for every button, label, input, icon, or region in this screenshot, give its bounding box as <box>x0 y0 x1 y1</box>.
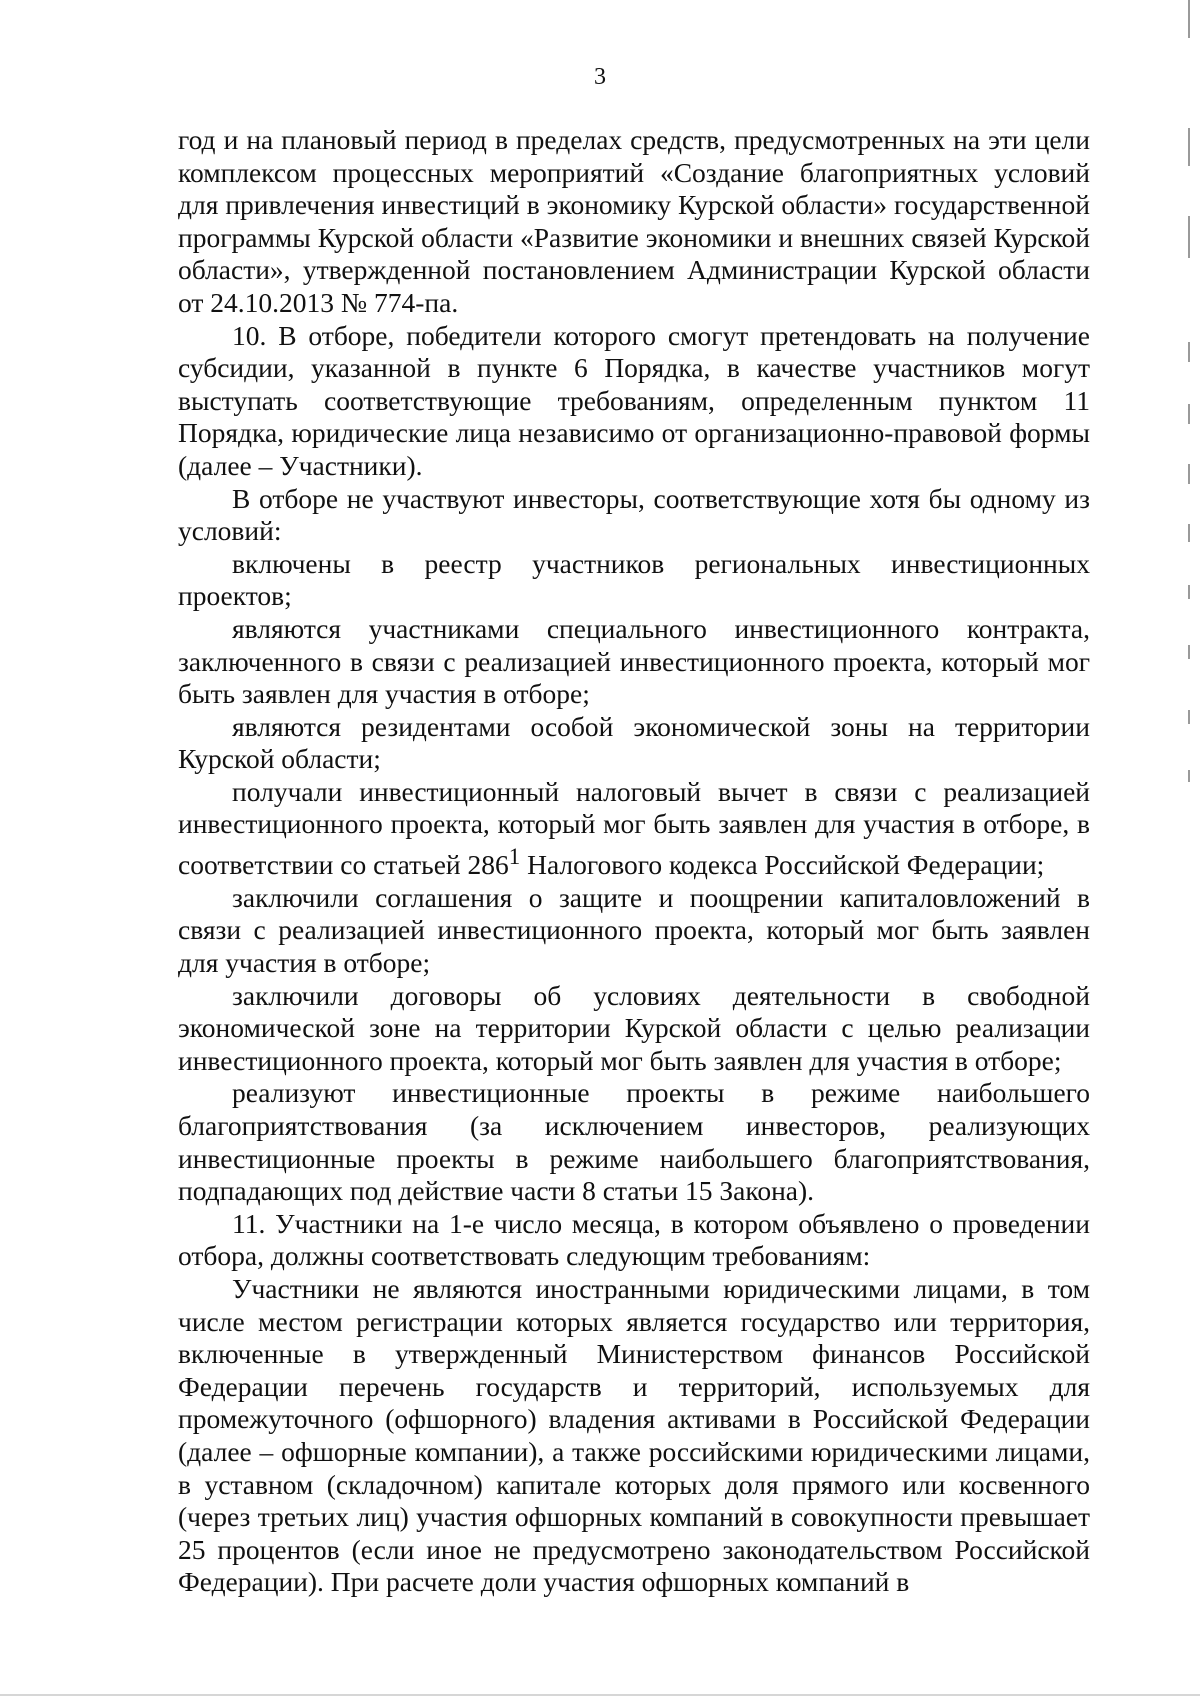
article-superscript: 1 <box>508 844 521 870</box>
paragraph-offshore-requirement: Участники не являются иностранными юридическими лицами, в том числе местом регистрации которых является государство или территория, включенные в утвержденный Министерством финансов Российской Федерации перечень государств и территорий, используемых для промежуточного (офшорного) владения активами в Российской Федерации (далее – офшорные компании), а также российскими юридическими лицами, в уставном (складочном) капитале которых доля прямого или косвенного (через третьих лиц) участия офшорных компаний в совокупности превышает 25 процентов (если иное не предусмотрено законодательством Российской Федерации). При расчете доли участия офшорных компаний в <box>178 1272 1090 1598</box>
scan-mark <box>1188 342 1190 362</box>
condition-special-economic-zone: являются резидентами особой экономической зоны на территории Курской области; <box>178 710 1090 775</box>
scan-mark <box>1188 770 1190 782</box>
tax-deduction-text: получали инвестиционный налоговый вычет в связи с реализацией инвестиционного проекта, который мог быть заявлен для участия в отборе, в соответствии со статьей 286 <box>178 775 1090 881</box>
condition-investment-agreement: заключили соглашения о защите и поощрении капиталовложений в связи с реализацией инвестиционного проекта, который мог быть заявлен для участия в отборе; <box>178 881 1090 978</box>
document-body <box>178 124 1090 1599</box>
scan-mark <box>1188 585 1190 599</box>
scan-mark <box>1188 645 1190 659</box>
scan-mark <box>1188 128 1190 166</box>
page-number: 3 <box>594 64 606 90</box>
scan-mark <box>1188 464 1190 484</box>
condition-regional-registry: включены в реестр участников региональных инвестиционных проектов; <box>178 547 1090 612</box>
scan-mark <box>1188 524 1190 542</box>
paragraph-item-10: 10. В отборе, победители которого смогут претендовать на получение субсидии, указанной в пункте 6 Порядка, в качестве участников могут выступать соответствующие требованиям, определенным пунктом 11 Порядка, юридические лица независимо от организационно-правовой формы (далее – Участники). <box>178 319 1090 481</box>
condition-special-contract: являются участниками специального инвестиционного контракта, заключенного в связи с реализацией инвестиционного проекта, который мог быть заявлен для участия в отборе; <box>178 612 1090 710</box>
scan-bottom-edge <box>0 1694 1200 1696</box>
tax-deduction-text-end: Налогового кодекса Российской Федерации; <box>520 849 1045 881</box>
scan-mark <box>1188 0 1190 38</box>
condition-most-favoured-regime: реализуют инвестиционные проекты в режиме наибольшего благоприятствования (за исключением инвесторов, реализующих инвестиционные проекты в режиме наибольшего благоприятствования, подпадающих под действие части 8 статьи 15 Закона). <box>178 1077 1090 1207</box>
scan-margin-marks <box>1188 0 1192 1703</box>
paragraph-item-11: 11. Участники на 1-е число месяца, в котором объявлено о проведении отбора, должны соответствовать следующим требованиям: <box>178 1207 1090 1272</box>
scan-mark <box>1188 216 1190 258</box>
scan-mark <box>1188 710 1190 724</box>
paragraph-1: год и на плановый период в пределах средств, предусмотренных на эти цели комплексом процессных мероприятий «Создание благоприятных условий для привлечения инвестиций в экономику Курской области» государственной программы Курской области «Развитие экономики и внешних связей Курской области», утвержденной постановлением Администрации Курской области от 24.10.2013 № 774-па. <box>178 124 1090 318</box>
scan-mark <box>1188 404 1190 424</box>
paragraph-exclusions-intro: В отборе не участвуют инвесторы, соответствующие хотя бы одному из условий: <box>178 482 1090 547</box>
condition-tax-deduction <box>178 776 1090 882</box>
condition-free-economic-zone: заключили договоры об условиях деятельности в свободной экономической зоне на территории Курской области с целью реализации инвестиционного проекта, который мог быть заявлен для участия в отборе; <box>178 979 1090 1076</box>
